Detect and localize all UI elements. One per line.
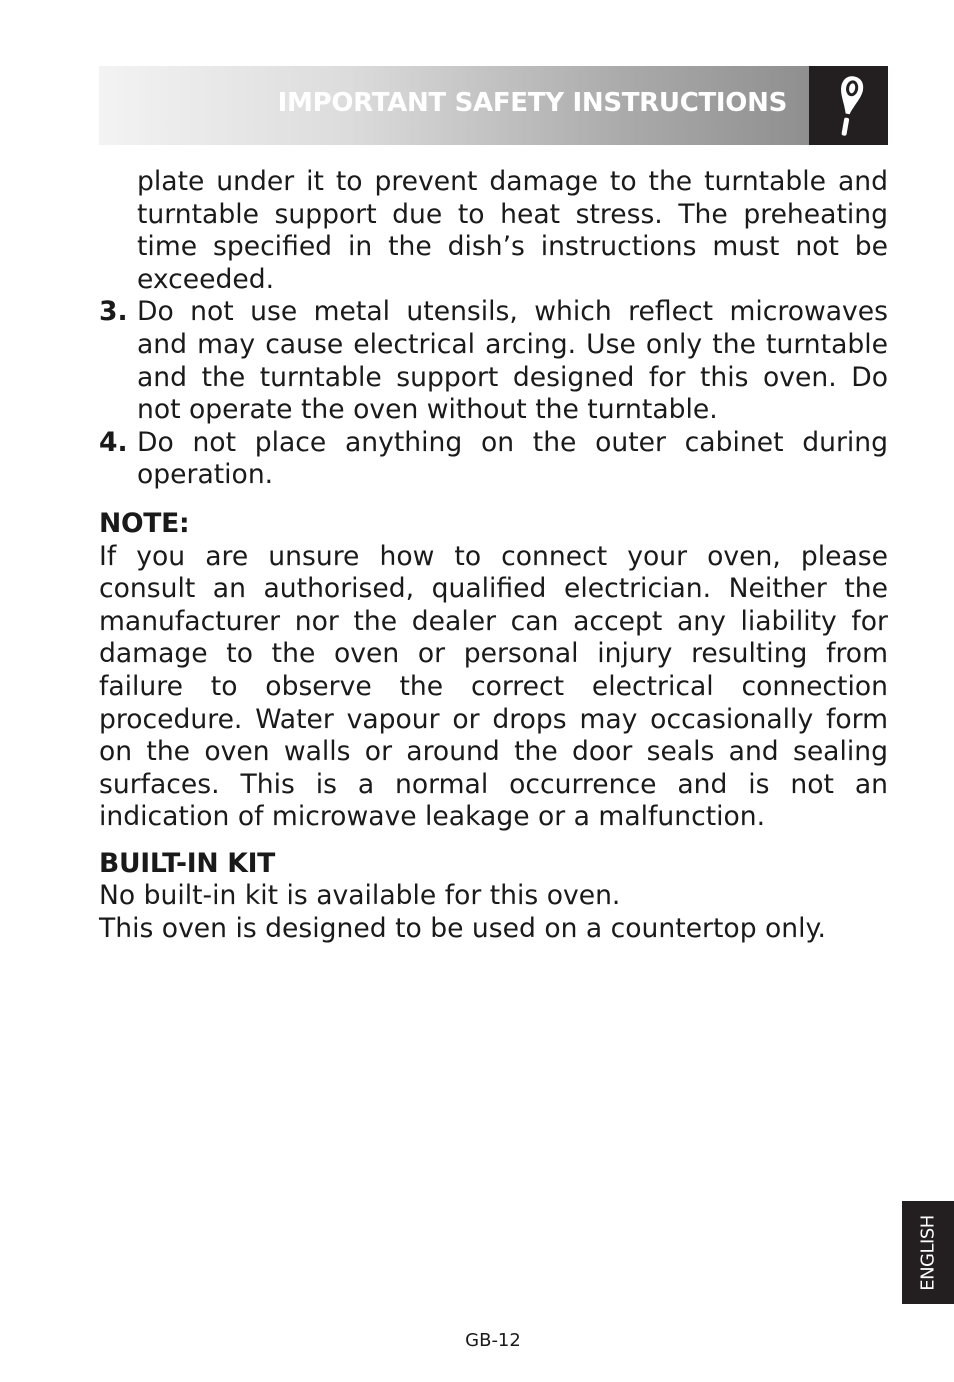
item-number: 3. [99, 296, 128, 328]
language-label: ENGLISH [917, 1214, 939, 1291]
language-tab [902, 1201, 954, 1304]
page-number: GB-12 [465, 1330, 521, 1351]
intro-paragraph: plate under it to prevent damage to the turntable and turntable support due to heat stress. The preheating time specified in the dish’s instructions must not be exceeded. [137, 166, 888, 295]
built-in-kit-heading: BUILT-IN KIT [99, 847, 276, 879]
built-in-kit-line-2: This oven is designed to be used on a countertop only. [99, 913, 826, 945]
note-heading: NOTE: [99, 507, 190, 539]
item-text: Do not place anything on the outer cabinet during operation. [137, 426, 888, 491]
content [99, 166, 888, 946]
item-text: Do not use metal utensils, which reflect microwaves and may cause electrical arcing. Use only the turntable and the turntable support designed for this oven. Do not operate the oven without the turntable. [137, 296, 888, 426]
list-item [99, 296, 888, 426]
page-title: IMPORTANT SAFETY INSTRUCTIONS [277, 88, 787, 118]
exclamation-icon [829, 74, 869, 138]
header-icon-box [809, 66, 888, 145]
header-bar [99, 66, 809, 145]
note-text: If you are unsure how to connect your oven, please consult an authorised, qualified electrician. Neither the manufacturer nor the dealer can accept any liability for damage to the oven or personal injury resulting from failure to observe the correct electrical connection procedure. Water vapour or drops may occasionally form on the oven walls or around the door seals and sealing surfaces. This is a normal occurrence and is not an indication of microwave leakage or a malfunction. [99, 540, 888, 833]
built-in-kit-line-1: No built-in kit is available for this oven. [99, 880, 621, 912]
item-number: 4. [99, 426, 128, 458]
list-item [99, 427, 888, 492]
